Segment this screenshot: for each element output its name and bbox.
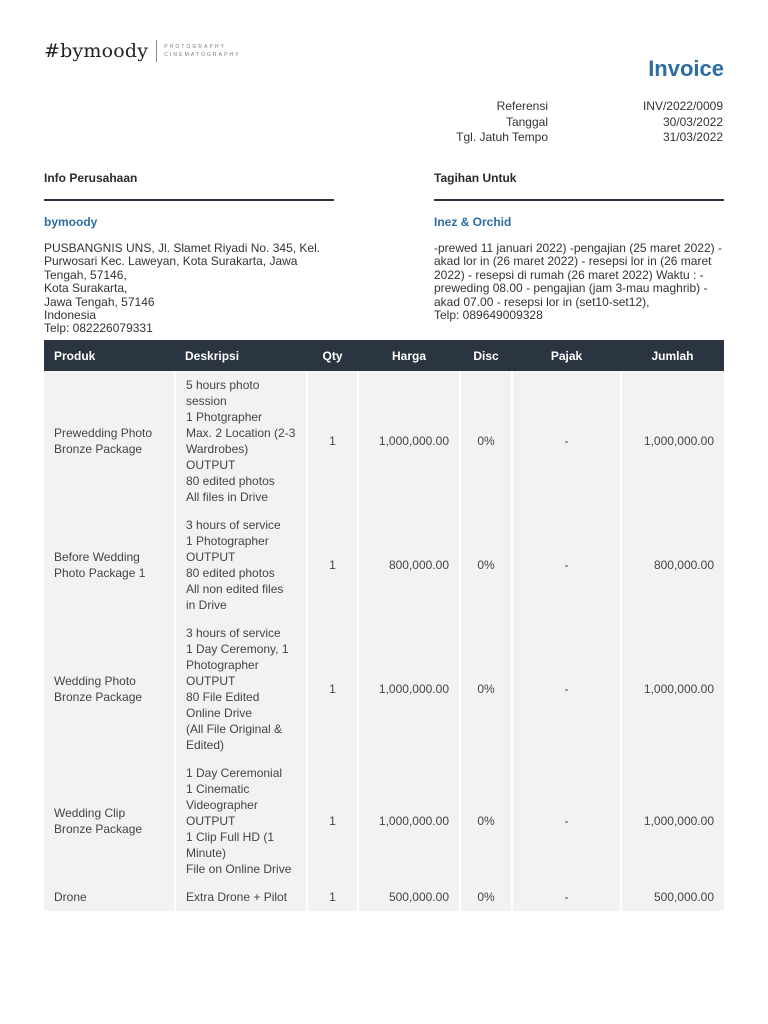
cell-qty: 1 <box>307 759 358 883</box>
cell-discount: 0% <box>460 511 512 619</box>
cell-tax: - <box>512 883 621 911</box>
company-info-divider <box>44 199 334 201</box>
column-header-description: Deskripsi <box>175 340 307 371</box>
description-line: 5 hours photo session <box>186 378 260 408</box>
cell-tax: - <box>512 511 621 619</box>
meta-value: 31/03/2022 <box>662 130 723 144</box>
description-line: 80 edited photos <box>186 474 275 488</box>
meta-label: Tgl. Jatuh Tempo <box>456 130 548 144</box>
meta-label: Referensi <box>496 99 548 113</box>
cell-price: 1,000,000.00 <box>358 619 460 759</box>
invoice-title: Invoice <box>648 56 724 81</box>
client-name: Inez & Orchid <box>434 215 512 229</box>
column-header-tax: Pajak <box>512 340 621 371</box>
cell-product: Before Wedding Photo Package 1 <box>44 511 175 619</box>
cell-description <box>175 511 307 619</box>
company-address-line: PUSBANGNIS UNS, Jl. Slamet Riyadi No. 345, Kel. <box>44 241 321 255</box>
client-detail-line: preweding 08.00 - pengajian (jam 3-mau maghrib) - <box>434 281 708 296</box>
description-line: 3 hours of service <box>186 626 281 640</box>
cell-discount: 0% <box>460 759 512 883</box>
client-phone: Telp: 089649009328 <box>434 308 543 323</box>
cell-discount: 0% <box>460 371 512 511</box>
description-line: All files in Drive <box>186 490 269 504</box>
client-detail-line: akad lor in (26 maret 2022) - resepsi lor in (26 maret <box>434 254 712 269</box>
company-address-line: Kota Surakarta, <box>44 281 128 296</box>
company-name: bymoody <box>44 215 98 229</box>
description-line: 1 Clip Full HD (1 Minute) <box>186 830 275 860</box>
description-line: Extra Drone + Pilot <box>186 890 288 904</box>
table-row <box>44 759 724 883</box>
cell-product: Wedding Photo Bronze Package <box>44 619 175 759</box>
company-address <box>44 242 334 336</box>
column-header-qty: Qty <box>307 340 358 371</box>
description-line: File on Online Drive <box>186 862 292 876</box>
brand-tagline-photography: PHOTOGRAPHY <box>164 44 227 50</box>
description-line: Online Drive <box>186 706 253 720</box>
description-line: OUTPUT <box>186 550 236 564</box>
company-address-line: Tengah, 57146, <box>44 267 127 282</box>
description-line: 1 Cinematic Videographer <box>186 782 258 812</box>
table-header-row <box>44 340 724 371</box>
client-detail-line: -prewed 11 januari 2022) -pengajian (25 maret 2022) - <box>434 241 722 255</box>
cell-qty: 1 <box>307 883 358 911</box>
column-header-price: Harga <box>358 340 460 371</box>
cell-qty: 1 <box>307 511 358 619</box>
description-line: OUTPUT <box>186 674 236 688</box>
description-line: 1 Day Ceremony, 1 Photographer <box>186 642 289 672</box>
cell-total: 1,000,000.00 <box>621 759 724 883</box>
cell-product: Wedding Clip Bronze Package <box>44 759 175 883</box>
description-line: Max. 2 Location (2-3 Wardrobes) <box>186 426 296 456</box>
table-row <box>44 511 724 619</box>
logo-divider <box>156 40 157 62</box>
meta-row-reference <box>348 99 723 115</box>
cell-discount: 0% <box>460 883 512 911</box>
description-line: 80 File Edited <box>186 690 260 704</box>
cell-discount: 0% <box>460 619 512 759</box>
client-detail-line: akad 07.00 - resepsi lor in (set10-set12), <box>434 294 650 309</box>
client-details <box>434 242 724 322</box>
cell-product: Prewedding Photo Bronze Package <box>44 371 175 511</box>
meta-value: 30/03/2022 <box>662 114 723 129</box>
cell-product: Drone <box>44 883 175 911</box>
brand-tagline <box>164 43 240 59</box>
cell-description <box>175 759 307 883</box>
brand-logo <box>44 40 241 62</box>
cell-tax: - <box>512 759 621 883</box>
cell-tax: - <box>512 619 621 759</box>
cell-total: 1,000,000.00 <box>621 619 724 759</box>
cell-description <box>175 883 307 911</box>
cell-price: 800,000.00 <box>358 511 460 619</box>
invoice-meta <box>348 99 723 146</box>
column-header-total: Jumlah <box>621 340 724 371</box>
company-address-line: Indonesia <box>44 308 97 323</box>
column-header-product: Produk <box>44 340 175 371</box>
cell-total: 1,000,000.00 <box>621 371 724 511</box>
cell-total: 800,000.00 <box>621 511 724 619</box>
company-address-line: Jawa Tengah, 57146 <box>44 294 155 309</box>
table-row <box>44 883 724 911</box>
column-header-discount: Disc <box>460 340 512 371</box>
table-row <box>44 619 724 759</box>
cell-price: 1,000,000.00 <box>358 371 460 511</box>
description-line: OUTPUT <box>186 814 236 828</box>
description-line: All non edited files in Drive <box>186 582 284 612</box>
cell-price: 1,000,000.00 <box>358 759 460 883</box>
description-line: (All File Original & Edited) <box>186 722 283 752</box>
cell-qty: 1 <box>307 371 358 511</box>
client-detail-line: 2022) - resepsi di rumah (26 maret 2022) Waktu : - <box>434 267 704 282</box>
cell-price: 500,000.00 <box>358 883 460 911</box>
bill-to-divider <box>434 199 724 201</box>
brand-logo-text: #bymoody <box>44 40 149 62</box>
meta-value: INV/2022/0009 <box>642 99 723 113</box>
cell-total: 500,000.00 <box>621 883 724 911</box>
description-line: 1 Photgrapher <box>186 410 263 424</box>
description-line: 1 Day Ceremonial <box>186 766 283 780</box>
brand-tagline-cinematography: CINEMATOGRAPHY <box>164 52 241 58</box>
description-line: 80 edited photos <box>186 566 275 580</box>
description-line: 1 Photographer <box>186 534 269 548</box>
description-line: OUTPUT <box>186 458 236 472</box>
invoice-items-table <box>44 340 724 911</box>
description-line: 3 hours of service <box>186 518 281 532</box>
company-info-heading: Info Perusahaan <box>44 171 138 185</box>
table-row <box>44 371 724 511</box>
cell-tax: - <box>512 371 621 511</box>
meta-row-date <box>348 115 723 131</box>
cell-description <box>175 371 307 511</box>
cell-description <box>175 619 307 759</box>
company-address-line: Purwosari Kec. Laweyan, Kota Surakarta, Jawa <box>44 254 298 269</box>
bill-to-heading: Tagihan Untuk <box>434 171 517 185</box>
company-phone: Telp: 082226079331 <box>44 321 153 336</box>
meta-row-due-date <box>348 130 723 146</box>
meta-label: Tanggal <box>505 114 548 129</box>
cell-qty: 1 <box>307 619 358 759</box>
